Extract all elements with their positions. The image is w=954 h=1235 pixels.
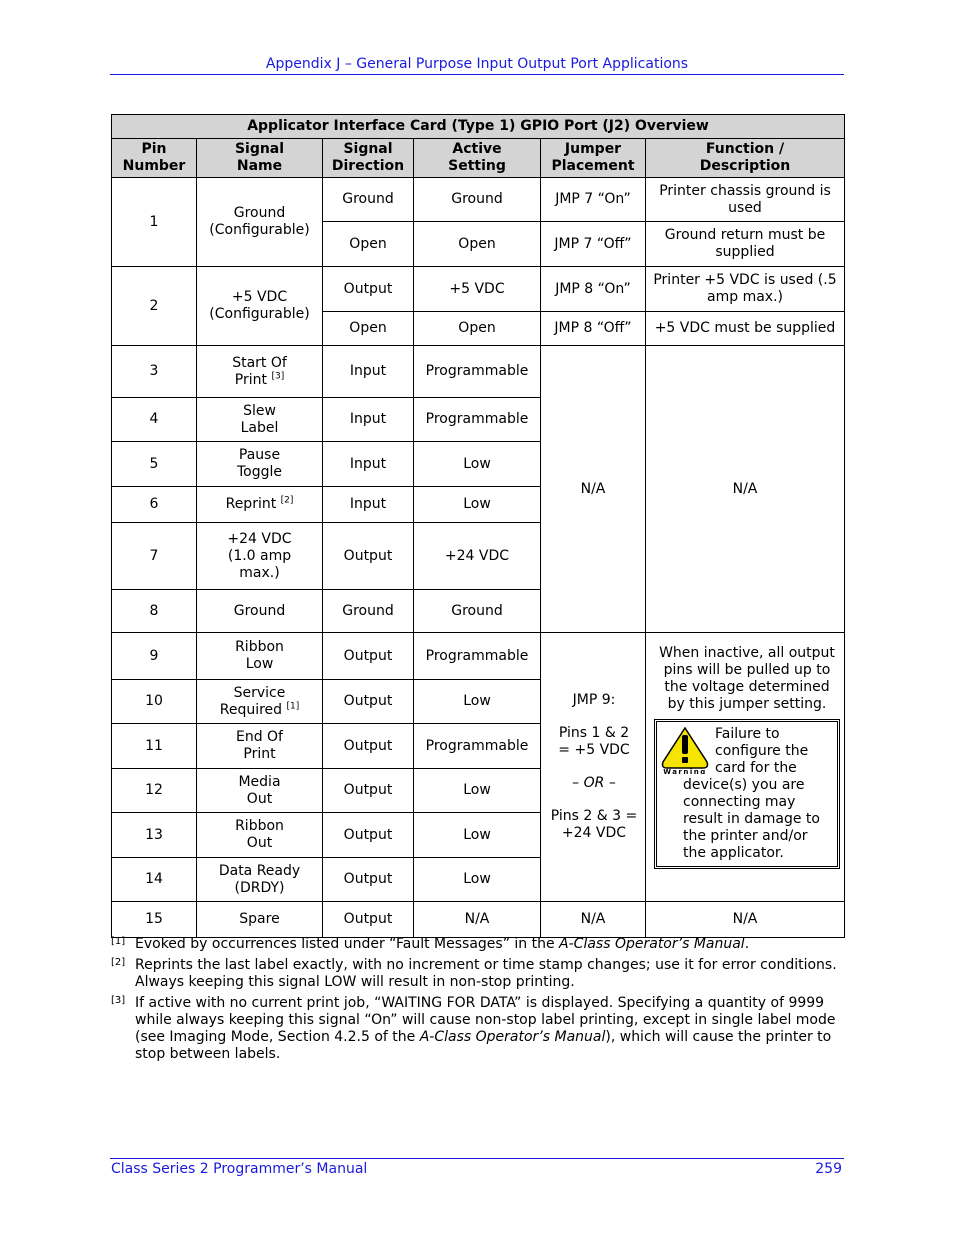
table-row xyxy=(112,633,845,680)
function-description xyxy=(646,633,845,902)
table-row xyxy=(112,267,845,312)
function-description: N/A xyxy=(646,902,845,938)
signal-direction: Output xyxy=(323,769,414,813)
footnote xyxy=(111,936,844,953)
col-header-function: Function / Description xyxy=(646,139,845,178)
pin-number: 13 xyxy=(112,813,197,858)
pin-number: 10 xyxy=(112,680,197,724)
active-setting: Low xyxy=(414,813,541,858)
signal-direction: Ground xyxy=(323,590,414,633)
signal-name xyxy=(197,680,323,724)
active-setting: Programmable xyxy=(414,398,541,442)
footnote-text-end: ), which will cause the printer to stop between labels. xyxy=(135,1029,832,1062)
pin-number: 8 xyxy=(112,590,197,633)
active-setting: +5 VDC xyxy=(414,267,541,312)
jumper-or: – OR – xyxy=(572,775,616,791)
pin-number: 4 xyxy=(112,398,197,442)
active-setting: Programmable xyxy=(414,346,541,398)
col-header-jumper-placement: Jumper Placement xyxy=(541,139,646,178)
footer-rule xyxy=(110,1158,844,1159)
signal-name-text: Reprint xyxy=(225,496,277,512)
jumper-placement: JMP 8 “Off” xyxy=(541,312,646,346)
signal-direction: Open xyxy=(323,312,414,346)
active-setting: Low xyxy=(414,680,541,724)
function-description: N/A xyxy=(646,346,845,633)
pin-number: 5 xyxy=(112,442,197,487)
footnote-italic: A-Class Operator’s Manual xyxy=(559,936,745,952)
function-text: When inactive, all output pins will be pulled up to the voltage determined by this jumper setting. xyxy=(659,645,835,712)
active-setting: Low xyxy=(414,442,541,487)
signal-name: +24 VDC (1.0 amp max.) xyxy=(197,523,323,590)
jumper-placement: JMP 8 “On” xyxy=(541,267,646,312)
signal-direction: Output xyxy=(323,813,414,858)
jumper-option-1: Pins 1 & 2 = +5 VDC xyxy=(558,725,630,758)
jumper-placement: N/A xyxy=(541,346,646,633)
pin-number: 11 xyxy=(112,724,197,769)
active-setting: Low xyxy=(414,769,541,813)
jumper-placement: N/A xyxy=(541,902,646,938)
col-header-signal-direction: Signal Direction xyxy=(323,139,414,178)
table-row xyxy=(112,902,845,938)
signal-direction: Output xyxy=(323,724,414,769)
active-setting: Programmable xyxy=(414,633,541,680)
jumper-option-2: Pins 2 & 3 = +24 VDC xyxy=(550,808,638,841)
jumper-title: JMP 9: xyxy=(572,692,616,708)
active-setting: Low xyxy=(414,487,541,523)
active-setting: +24 VDC xyxy=(414,523,541,590)
signal-direction: Output xyxy=(323,523,414,590)
signal-direction: Output xyxy=(323,680,414,724)
signal-name: Ribbon Out xyxy=(197,813,323,858)
active-setting: N/A xyxy=(414,902,541,938)
warning-icon-label: Warning xyxy=(663,768,707,774)
gpio-port-table xyxy=(111,114,845,938)
jumper-placement xyxy=(541,633,646,902)
table-row xyxy=(112,346,845,398)
pin-number: 1 xyxy=(112,178,197,267)
signal-direction: Open xyxy=(323,222,414,267)
pin-number: 9 xyxy=(112,633,197,680)
footnote-mark: [3] xyxy=(111,995,126,1006)
signal-name: Pause Toggle xyxy=(197,442,323,487)
signal-name: +5 VDC (Configurable) xyxy=(197,267,323,346)
signal-direction: Input xyxy=(323,346,414,398)
warning-text: Failure to configure the card for the device(s) you are connecting may result in damage to the printer and/or the applicator. xyxy=(683,726,820,861)
warning-box xyxy=(654,719,840,869)
signal-name-text: Service Required xyxy=(219,684,286,718)
footnote-ref: [2] xyxy=(280,495,294,506)
signal-name: Spare xyxy=(197,902,323,938)
active-setting: Low xyxy=(414,858,541,902)
footnote-text: If active with no current print job, “WAITING FOR DATA” is displayed. Specifying a quantity of 9999 while always keeping this signal “On” will cause non-stop label printing, except in single label mode (see Imaging Mode, Section 4.2.5 of the xyxy=(135,995,836,1045)
pin-number: 15 xyxy=(112,902,197,938)
pin-number: 12 xyxy=(112,769,197,813)
function-description: Printer chassis ground is used xyxy=(646,178,845,222)
signal-direction: Ground xyxy=(323,178,414,222)
header-rule xyxy=(110,74,844,75)
active-setting: Ground xyxy=(414,590,541,633)
signal-direction: Output xyxy=(323,902,414,938)
footer-manual-title: Class Series 2 Programmer’s Manual xyxy=(111,1161,368,1177)
signal-name: Ground xyxy=(197,590,323,633)
table-row xyxy=(112,178,845,222)
function-description: +5 VDC must be supplied xyxy=(646,312,845,346)
warning-icon xyxy=(659,726,711,774)
footnote xyxy=(111,995,844,1063)
pin-number: 6 xyxy=(112,487,197,523)
footnote-text: Evoked by occurrences listed under “Fault Messages” in the xyxy=(135,936,560,952)
signal-name: Data Ready (DRDY) xyxy=(197,858,323,902)
function-description: Ground return must be supplied xyxy=(646,222,845,267)
pin-number: 7 xyxy=(112,523,197,590)
col-header-signal-name: Signal Name xyxy=(197,139,323,178)
footnote-ref: [3] xyxy=(271,370,285,381)
footnote-text-end: . xyxy=(744,936,750,952)
signal-name: Ground (Configurable) xyxy=(197,178,323,267)
signal-direction: Output xyxy=(323,858,414,902)
footnote-mark: [2] xyxy=(111,957,126,968)
pin-number: 2 xyxy=(112,267,197,346)
signal-name: Media Out xyxy=(197,769,323,813)
pin-number: 14 xyxy=(112,858,197,902)
active-setting: Ground xyxy=(414,178,541,222)
signal-direction: Input xyxy=(323,398,414,442)
table-title: Applicator Interface Card (Type 1) GPIO Port (J2) Overview xyxy=(112,115,845,139)
footnote-mark: [1] xyxy=(111,936,126,947)
footnote xyxy=(111,957,844,991)
active-setting: Open xyxy=(414,312,541,346)
pin-number: 3 xyxy=(112,346,197,398)
signal-direction: Output xyxy=(323,267,414,312)
col-header-pin: Pin Number xyxy=(112,139,197,178)
signal-direction: Input xyxy=(323,487,414,523)
signal-direction: Output xyxy=(323,633,414,680)
active-setting: Open xyxy=(414,222,541,267)
footnotes xyxy=(111,936,844,1067)
footnote-ref: [1] xyxy=(286,700,300,711)
signal-name-text: Start Of Print xyxy=(232,354,287,388)
footnote-text: Reprints the last label exactly, with no increment or time stamp changes; use it for error conditions. Always keeping this signal LOW will result in non-stop printing. xyxy=(135,957,837,990)
jumper-placement: JMP 7 “Off” xyxy=(541,222,646,267)
signal-name xyxy=(197,346,323,398)
function-description: Printer +5 VDC is used (.5 amp max.) xyxy=(646,267,845,312)
jumper-placement: JMP 7 “On” xyxy=(541,178,646,222)
signal-name: Slew Label xyxy=(197,398,323,442)
signal-name xyxy=(197,487,323,523)
signal-name: End Of Print xyxy=(197,724,323,769)
active-setting: Programmable xyxy=(414,724,541,769)
col-header-active-setting: Active Setting xyxy=(414,139,541,178)
signal-name: Ribbon Low xyxy=(197,633,323,680)
signal-direction: Input xyxy=(323,442,414,487)
footnote-italic: A-Class Operator’s Manual xyxy=(419,1029,606,1045)
page-header-title: Appendix J – General Purpose Input Output Port Applications xyxy=(265,56,689,72)
page-number: 259 xyxy=(815,1161,842,1177)
